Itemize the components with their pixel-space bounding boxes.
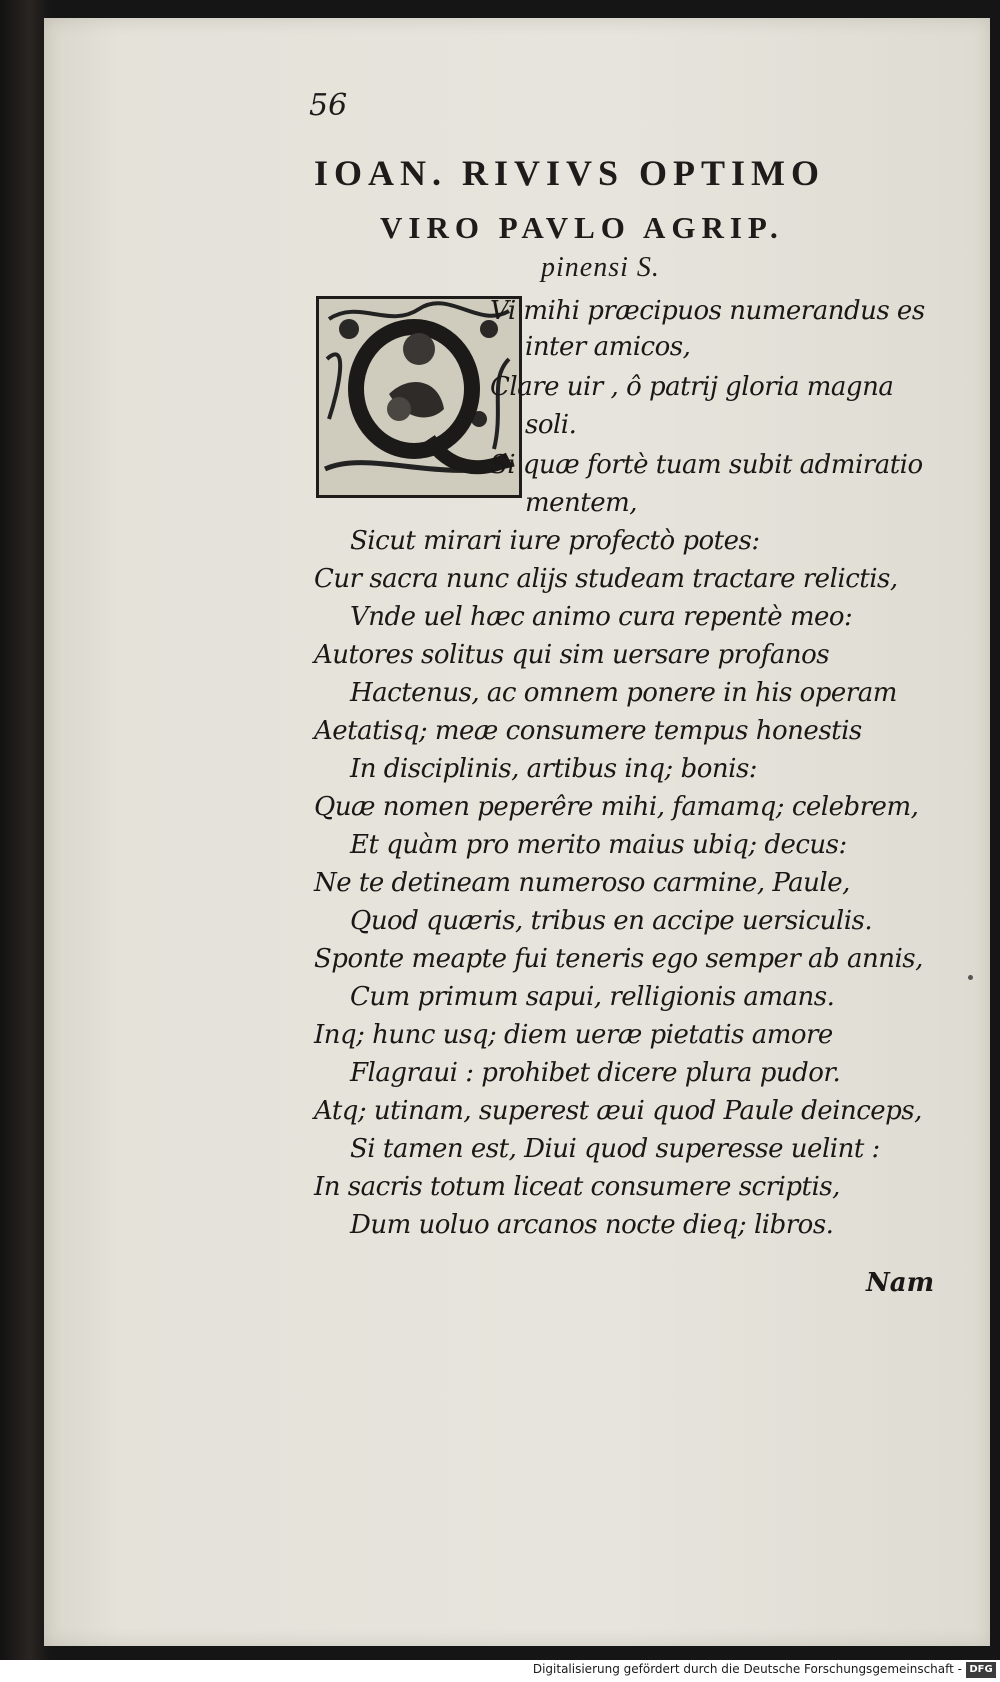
footer-bar — [0, 1660, 1000, 1682]
verse-line-6: mentem, — [525, 488, 638, 518]
heading-line-2: VIRO PAVLO AGRIP. — [380, 210, 784, 245]
verse-line-24: In sacris totum liceat consumere scriptis, — [314, 1172, 840, 1202]
verse-line-8: Cur sacra nunc alijs studeam tractare relictis, — [314, 564, 898, 594]
verse-line-9: Vnde uel hæc animo cura repentè meo: — [350, 602, 853, 632]
verse-line-7: Sicut mirari iure profectò potes: — [350, 526, 760, 556]
dfg-logo: DFG — [966, 1662, 996, 1678]
verse-line-20: Inq; hunc usq; diem ueræ pietatis amore — [314, 1020, 833, 1050]
verse-line-10: Autores solitus qui sim uersare profanos — [314, 640, 830, 670]
page-number: 56 — [309, 88, 348, 123]
verse-line-12: Aetatisq; meæ consumere tempus honestis — [314, 716, 862, 746]
verse-line-1: Vi mihi præcipuos numerandus es — [490, 296, 925, 326]
verse-line-16: Ne te detineam numeroso carmine, Paule, — [314, 868, 850, 898]
verse-line-3: Clare uir , ô patrij gloria magna — [490, 372, 894, 402]
verse-line-2: inter amicos, — [525, 332, 691, 362]
catchword: Nam — [866, 1268, 935, 1298]
book-page — [44, 18, 990, 1646]
verse-line-18: Sponte meapte fui teneris ego semper ab annis, — [314, 944, 923, 974]
verse-line-19: Cum primum sapui, relligionis amans. — [350, 982, 835, 1012]
verse-line-22: Atq; utinam, superest æui quod Paule deinceps, — [314, 1096, 922, 1126]
heading-line-1: IOAN. RIVIVS OPTIMO — [314, 153, 826, 193]
verse-line-14: Quæ nomen peperêre mihi, famamq; celebrem, — [314, 792, 919, 822]
verse-line-11: Hactenus, ac omnem ponere in his operam — [350, 678, 897, 708]
verse-line-15: Et quàm pro merito maius ubiq; decus: — [350, 830, 847, 860]
verse-line-5: Si quæ fortè tuam subit admiratio — [490, 450, 923, 480]
verse-line-4: soli. — [525, 410, 577, 440]
verse-line-23: Si tamen est, Diui quod superesse uelint : — [350, 1134, 880, 1164]
verse-line-25: Dum uoluo arcanos nocte dieq; libros. — [350, 1210, 834, 1240]
ink-spot — [968, 975, 973, 980]
heading-line-3: pinensi S. — [541, 252, 660, 283]
verse-line-21: Flagraui : prohibet dicere plura pudor. — [350, 1058, 841, 1088]
verse-line-17: Quod quæris, tribus en accipe uersiculis. — [350, 906, 873, 936]
footer-credit: Digitalisierung gefördert durch die Deutsche Forschungsgemeinschaft - — [532, 1662, 962, 1676]
verse-line-13: In disciplinis, artibus inq; bonis: — [350, 754, 758, 784]
